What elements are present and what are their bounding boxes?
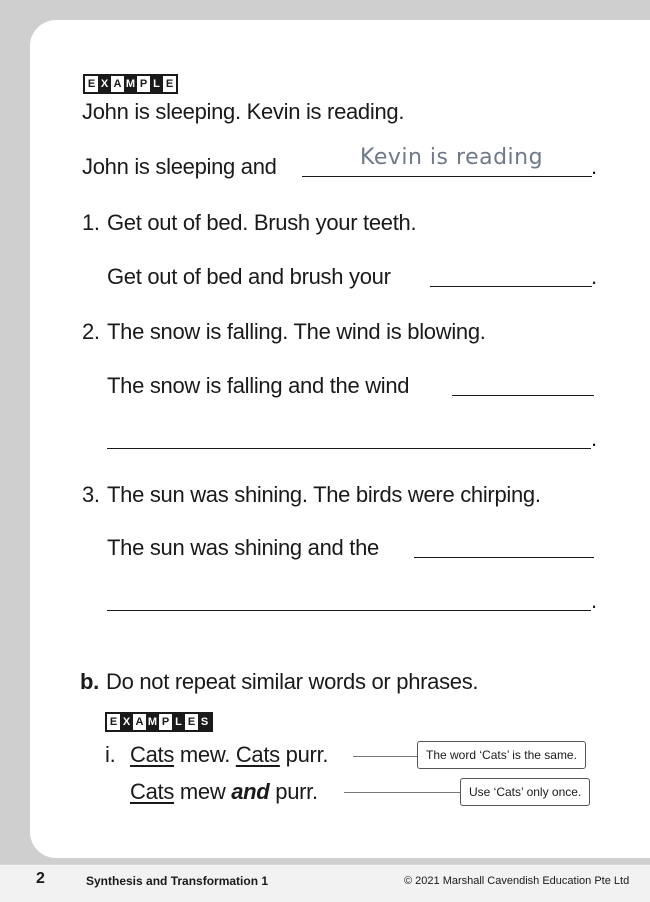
leader-line bbox=[353, 756, 417, 757]
tag-letter: S bbox=[198, 714, 211, 730]
question-number: 3. bbox=[82, 482, 100, 507]
text-span: purr. bbox=[279, 742, 329, 767]
example-sentence-2: John is sleeping and bbox=[82, 154, 277, 179]
example-answer: Kevin is reading bbox=[360, 145, 544, 170]
example-tag bbox=[83, 74, 178, 94]
worksheet-page bbox=[30, 20, 650, 858]
underlined-word: Cats bbox=[235, 742, 280, 767]
question-number: 1. bbox=[82, 210, 100, 235]
tag-letter: A bbox=[113, 78, 122, 90]
answer-blank bbox=[302, 176, 592, 177]
question-prompt: Get out of bed. Brush your teeth. bbox=[107, 210, 417, 235]
leader-line bbox=[344, 792, 460, 793]
answer-blank[interactable] bbox=[107, 448, 591, 449]
tag-letter: A bbox=[135, 716, 144, 728]
question-stem: The sun was shining and the bbox=[107, 535, 379, 560]
callout-box: Use ‘Cats’ only once. bbox=[460, 778, 590, 806]
tag-letter: E bbox=[165, 78, 174, 90]
example-sentence-1: John is sleeping. Kevin is reading. bbox=[82, 99, 405, 124]
question-prompt: The sun was shining. The birds were chirping. bbox=[107, 482, 541, 507]
tag-letter: E bbox=[109, 716, 118, 728]
question-prompt: The snow is falling. The wind is blowing. bbox=[107, 319, 486, 344]
underlined-word: Cats bbox=[130, 742, 175, 767]
period: . bbox=[591, 426, 598, 451]
book-title: Synthesis and Transformation 1 bbox=[86, 874, 269, 888]
text-span: mew bbox=[174, 779, 232, 804]
example-line-1 bbox=[130, 741, 328, 769]
section-instruction: Do not repeat similar words or phrases. bbox=[106, 669, 479, 694]
tag-letter: X bbox=[98, 76, 111, 92]
answer-blank[interactable] bbox=[452, 395, 594, 396]
question-stem: Get out of bed and brush your bbox=[107, 264, 391, 289]
example-line-2 bbox=[130, 778, 318, 806]
item-label: i. bbox=[105, 742, 116, 767]
answer-blank[interactable] bbox=[107, 610, 591, 611]
tag-letter: P bbox=[139, 78, 148, 90]
period: . bbox=[591, 588, 598, 613]
text-span: purr. bbox=[269, 779, 318, 804]
answer-blank[interactable] bbox=[430, 286, 592, 287]
copyright: © 2021 Marshall Cavendish Education Pte Ltd bbox=[404, 875, 630, 887]
page-number: 2 bbox=[36, 870, 45, 887]
question-number: 2. bbox=[82, 319, 100, 344]
text-span: mew. bbox=[174, 742, 236, 767]
tag-letter: E bbox=[187, 716, 196, 728]
tag-letter: E bbox=[87, 78, 96, 90]
tag-letter: M bbox=[147, 716, 158, 728]
period: . bbox=[591, 154, 598, 179]
callout-box: The word ‘Cats’ is the same. bbox=[417, 741, 586, 769]
answer-blank[interactable] bbox=[414, 557, 594, 558]
period: . bbox=[591, 264, 598, 289]
question-stem: The snow is falling and the wind bbox=[107, 373, 410, 398]
tag-letter: X bbox=[120, 714, 133, 730]
examples-tag bbox=[105, 712, 213, 732]
underlined-word: Cats bbox=[130, 779, 175, 804]
tag-letter: L bbox=[172, 714, 185, 730]
tag-letter: L bbox=[150, 76, 163, 92]
tag-letter: M bbox=[125, 78, 136, 90]
section-letter: b. bbox=[80, 669, 99, 694]
tag-letter: P bbox=[161, 716, 170, 728]
emphasized-word: and bbox=[231, 779, 270, 804]
